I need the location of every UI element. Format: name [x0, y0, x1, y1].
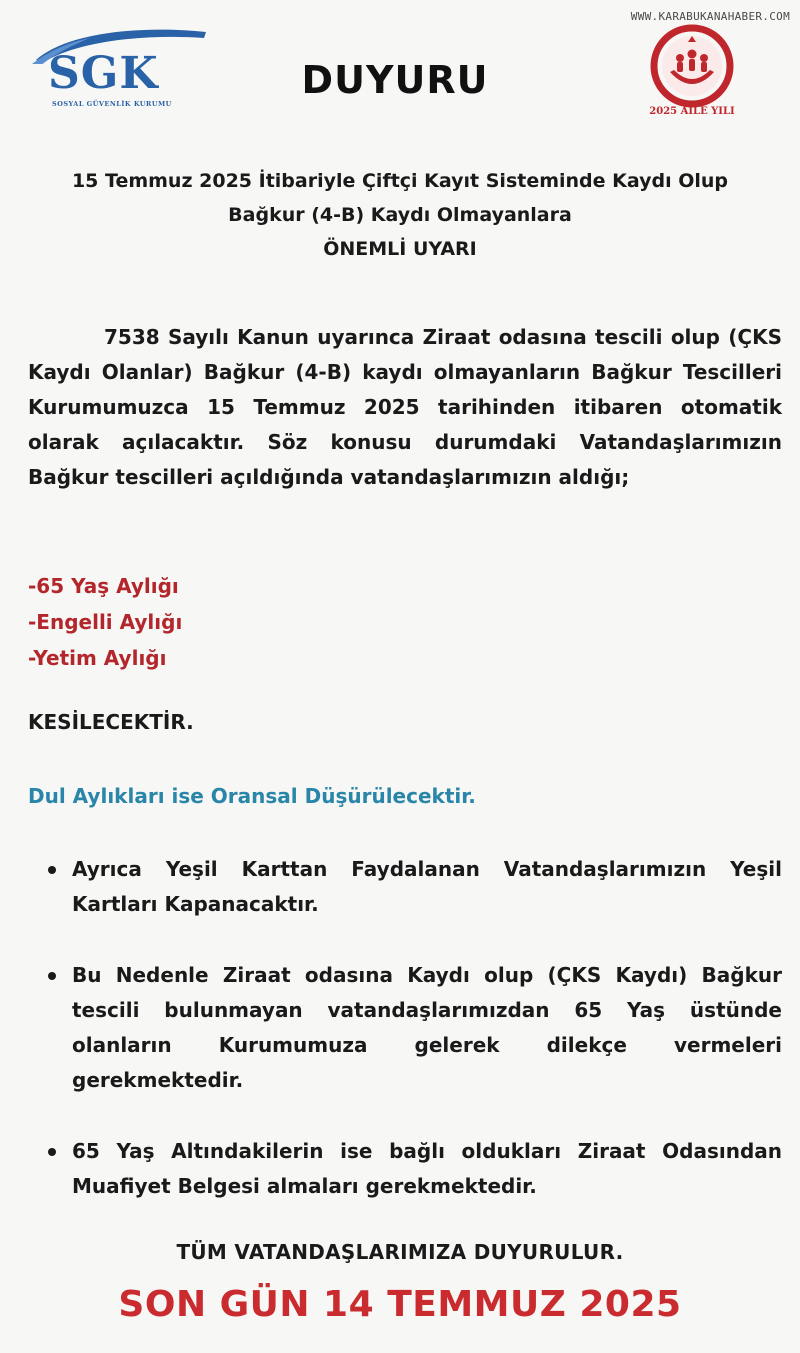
headline [0, 164, 800, 266]
bullet-item [28, 852, 782, 922]
page-title: DUYURU [301, 58, 489, 102]
family-emblem-icon [642, 24, 742, 108]
aile-yili-text: 2025 AİLE YILI [649, 106, 735, 117]
bullet-text: 65 Yaş Altındakilerin ise bağlı oldukları Ziraat Odasından Muafiyet Belgesi almaları gerekmektedir. [72, 1139, 782, 1198]
header [0, 0, 800, 140]
sgk-logo-subtext: SOSYAL GÜVENLİK KURUMU [52, 100, 172, 108]
bullet-dot-icon [48, 1148, 56, 1156]
bullet-text: Bu Nedenle Ziraat odasına Kaydı olup (ÇKS Kaydı) Bağkur tescili bulunmayan vatandaşlarımızdan 65 Yaş üstünde olanların Kurumumuza gelerek dilekçe vermeleri gerekmektedir. [72, 963, 782, 1092]
dul-note: Dul Aylıkları ise Oransal Düşürülecektir. [28, 784, 476, 808]
site-watermark: WWW.KARABUKANAHABER.COM [630, 10, 790, 23]
bullet-item [28, 1134, 782, 1204]
main-paragraph-text: 7538 Sayılı Kanun uyarınca Ziraat odasına tescili olup (ÇKS Kaydı Olanlar) Bağkur (4-B) kaydı olmayanların Bağkur Tescilleri Kurumumuzca 15 Temmuz 2025 tarihinden itibaren otomatik olarak açılacaktır. Söz konusu durumdaki Vatandaşlarımızın Bağkur tescilleri açıldığında vatandaşlarımızın aldığı; [28, 325, 782, 489]
headline-line-2: Bağkur (4-B) Kaydı Olmayanlara [228, 204, 572, 226]
kesilecektir-text: KESİLECEKTİR. [28, 710, 194, 734]
pension-item: -Engelli Aylığı [28, 610, 183, 634]
headline-line-1: 15 Temmuz 2025 İtibariyle Çiftçi Kayıt Sisteminde Kaydı Olup [71, 170, 729, 192]
pension-item: -65 Yaş Aylığı [28, 574, 179, 598]
deadline-banner: SON GÜN 14 TEMMUZ 2025 [118, 1284, 682, 1325]
bullet-dot-icon [48, 972, 56, 980]
bullet-text: Ayrıca Yeşil Karttan Faydalanan Vatandaşlarımızın Yeşil Kartları Kapanacaktır. [72, 857, 782, 916]
headline-line-3: ÖNEMLİ UYARI [323, 238, 477, 260]
announce-footer: TÜM VATANDAŞLARIMIZA DUYURULUR. [176, 1240, 624, 1264]
bullet-list [28, 852, 782, 1240]
main-paragraph [28, 320, 782, 495]
bullet-item [28, 958, 782, 1098]
bullet-dot-icon [48, 866, 56, 874]
sgk-logo-text: SGK [48, 48, 159, 99]
pension-item: -Yetim Aylığı [28, 646, 167, 670]
pension-list [28, 568, 182, 676]
